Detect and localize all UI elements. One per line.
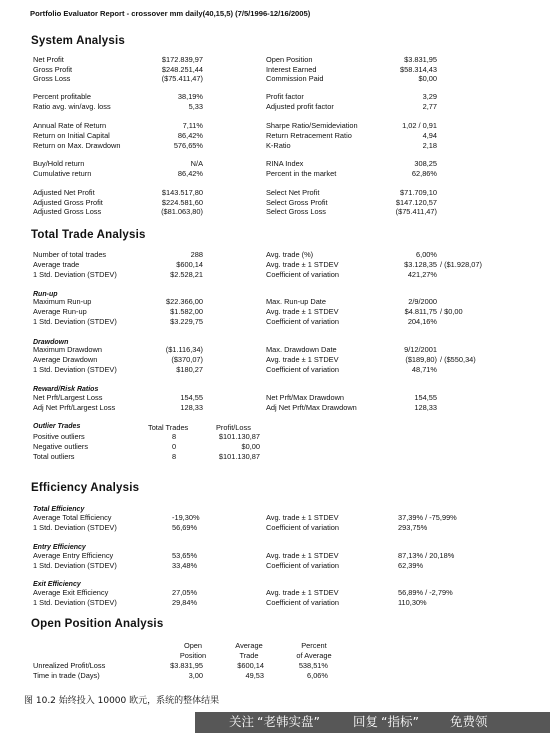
drawdown-metric-value-secondary: / ($550,34) <box>440 355 476 364</box>
open-position-average-value: 49,53 <box>245 671 264 680</box>
watermark-prefix: 关注 <box>229 714 255 729</box>
system-metric-label: Select Gross Loss <box>266 207 326 216</box>
total-efficiency-metric-label: 1 Std. Deviation (STDEV) <box>33 523 117 532</box>
drawdown-metric-label: Average Drawdown <box>33 355 98 364</box>
system-metric-value: $3.831,95 <box>404 55 437 64</box>
subhead-entry-efficiency: Entry Efficiency <box>33 544 86 551</box>
system-metric-label: Return on Max. Drawdown <box>33 141 121 150</box>
subhead-reward-risk: Reward/Risk Ratios <box>33 386 99 393</box>
system-metric-value: 1,02 / 0,91 <box>402 121 437 130</box>
drawdown-metric-label: 1 Std. Deviation (STDEV) <box>33 365 117 374</box>
subhead-drawdown: Drawdown <box>33 339 69 346</box>
system-metric-value: 86,42% <box>177 169 203 178</box>
open-position-average-value: $600,14 <box>237 661 264 670</box>
total-efficiency-metric-value: 56,69% <box>172 523 198 532</box>
subhead-runup: Run-up <box>33 291 58 298</box>
system-metric-value: $172.839,97 <box>161 55 203 64</box>
exit-efficiency-metric-label: 1 Std. Deviation (STDEV) <box>33 598 117 607</box>
runup-metric-label: Coefficient of variation <box>266 317 339 326</box>
drawdown-metric-value: ($370,07) <box>171 355 203 364</box>
system-metric-value: 38,19% <box>177 92 203 101</box>
system-metric-value: 308,25 <box>414 159 437 168</box>
system-metric-value: ($75.411,47) <box>161 74 203 83</box>
system-metric-value: 5,33 <box>188 102 203 111</box>
system-metric-value: $0,00 <box>418 74 437 83</box>
system-metric-label: K-Ratio <box>266 141 291 150</box>
section-title-efficiency-analysis: Efficiency Analysis <box>31 482 140 494</box>
trade-metric-value-secondary: / ($1.928,07) <box>440 260 482 269</box>
outlier-label: Negative outliers <box>33 442 89 451</box>
system-metric-label: Interest Earned <box>266 65 317 74</box>
runup-metric-label: Max. Run-up Date <box>266 297 326 306</box>
open-position-percent-value: 6,06% <box>307 671 328 680</box>
open-col-average: Average <box>235 641 263 650</box>
system-metric-value: $147.120,57 <box>395 198 437 207</box>
total-efficiency-metric-value: 293,75% <box>398 523 428 532</box>
total-efficiency-metric-label: Avg. trade ± 1 STDEV <box>266 513 339 522</box>
system-metric-value: $248.251,44 <box>161 65 203 74</box>
system-metric-label: RINA Index <box>266 159 304 168</box>
drawdown-metric-value: ($1.116,34) <box>165 345 203 354</box>
exit-efficiency-metric-value: 110,30% <box>398 598 427 607</box>
system-metric-label: Sharpe Ratio/Semideviation <box>266 121 358 130</box>
open-col-position: Position <box>179 651 207 660</box>
reward-risk-metric-value: 128,33 <box>180 403 203 412</box>
entry-efficiency-metric-label: 1 Std. Deviation (STDEV) <box>33 561 117 570</box>
total-efficiency-metric-label: Coefficient of variation <box>266 523 339 532</box>
outlier-col-profit-loss: Profit/Loss <box>216 423 251 432</box>
trade-metric-value: $600,14 <box>176 260 203 269</box>
system-metric-label: Select Gross Profit <box>266 198 328 207</box>
system-metric-value: 2,18 <box>422 141 437 150</box>
exit-efficiency-metric-value: 56,89% / -2,79% <box>398 588 453 597</box>
trade-metric-value: 421,27% <box>407 270 437 279</box>
entry-efficiency-metric-value: 87,13% / 20,18% <box>398 551 455 560</box>
system-metric-label: Profit factor <box>266 92 304 101</box>
system-metric-label: Cumulative return <box>33 169 92 178</box>
open-position-label: Time in trade (Days) <box>33 671 100 680</box>
exit-efficiency-metric-label: Avg. trade ± 1 STDEV <box>266 588 339 597</box>
outlier-count: 8 <box>172 432 177 441</box>
open-position-open-value: $3.831,95 <box>170 661 203 670</box>
reward-risk-metric-label: Net Prft/Max Drawdown <box>266 393 345 402</box>
system-metric-value: 7,11% <box>182 121 203 130</box>
entry-efficiency-metric-value: 33,48% <box>172 561 198 570</box>
runup-metric-label: Maximum Run-up <box>33 297 92 306</box>
system-metric-value: ($81.063,80) <box>161 207 203 216</box>
runup-metric-label: Avg. trade ± 1 STDEV <box>266 307 339 316</box>
system-metric-value: 4,94 <box>422 131 437 140</box>
system-metric-value: 86,42% <box>177 131 203 140</box>
trade-metric-value: $3.128,35 <box>404 260 437 269</box>
entry-efficiency-metric-label: Coefficient of variation <box>266 561 339 570</box>
system-metric-value: 3,29 <box>422 92 437 101</box>
drawdown-metric-value: 9/12/2001 <box>404 345 437 354</box>
runup-metric-label: Average Run-up <box>33 307 87 316</box>
system-metric-label: Commission Paid <box>266 74 324 83</box>
subhead-total-efficiency: Total Efficiency <box>33 506 85 513</box>
total-efficiency-metric-label: Average Total Efficiency <box>33 513 112 522</box>
trade-metric-label: Coefficient of variation <box>266 270 339 279</box>
watermark-keyword: “指标” <box>381 714 419 729</box>
report-header: Portfolio Evaluator Report - crossover mm daily(40,15,5) (7/5/1996-12/16/2005) <box>30 9 311 18</box>
exit-efficiency-metric-label: Average Exit Efficiency <box>33 588 109 597</box>
runup-metric-value: $4.811,75 <box>404 307 437 316</box>
system-metric-label: Adjusted Gross Loss <box>33 207 102 216</box>
open-col-of-average: of Average <box>296 651 332 660</box>
system-metric-label: Annual Rate of Return <box>33 121 107 130</box>
drawdown-metric-label: Coefficient of variation <box>266 365 339 374</box>
open-col-trade: Trade <box>239 651 259 660</box>
figure-caption: 图 10.2 始终投入 10000 欧元，系统的整体结果 <box>24 696 220 706</box>
system-metric-label: Gross Profit <box>33 65 73 74</box>
entry-efficiency-metric-value: 53,65% <box>172 551 198 560</box>
runup-metric-value: $1.582,00 <box>170 307 203 316</box>
runup-metric-value: $3.229,75 <box>170 317 203 326</box>
exit-efficiency-metric-value: 27,05% <box>172 588 198 597</box>
system-metric-label: Select Net Profit <box>266 188 320 197</box>
open-col-open: Open <box>183 641 203 650</box>
reward-risk-metric-value: 128,33 <box>414 403 437 412</box>
system-metric-label: Ratio avg. win/avg. loss <box>33 102 111 111</box>
reward-risk-metric-value: 154,55 <box>414 393 437 402</box>
trade-metric-value: 6,00% <box>416 250 437 259</box>
trade-metric-label: 1 Std. Deviation (STDEV) <box>33 270 117 279</box>
reward-risk-metric-label: Adj Net Prft/Max Drawdown <box>266 403 357 412</box>
system-metric-label: Adjusted Net Profit <box>33 188 95 197</box>
drawdown-metric-value: ($189,80) <box>405 355 437 364</box>
open-position-open-value: 3,00 <box>188 671 203 680</box>
open-position-percent-value: 538,51% <box>298 661 328 670</box>
system-metric-label: Open Position <box>266 55 313 64</box>
watermark-account: “老韩实盘” <box>257 714 320 729</box>
system-metric-value: ($75.411,47) <box>395 207 437 216</box>
trade-metric-label: Avg. trade (%) <box>266 250 314 259</box>
drawdown-metric-label: Avg. trade ± 1 STDEV <box>266 355 339 364</box>
drawdown-metric-value: $180,27 <box>176 365 203 374</box>
outlier-profit-loss: $0,00 <box>241 442 260 451</box>
outlier-count: 8 <box>172 452 177 461</box>
drawdown-metric-label: Max. Drawdown Date <box>266 345 337 354</box>
system-metric-label: Return Retracement Ratio <box>266 131 352 140</box>
outlier-label: Total outliers <box>33 452 75 461</box>
system-metric-label: Percent profitable <box>33 92 91 101</box>
section-title-open-position-analysis: Open Position Analysis <box>31 618 164 630</box>
entry-efficiency-metric-label: Average Entry Efficiency <box>33 551 114 560</box>
system-metric-value: $58.314,43 <box>400 65 437 74</box>
reward-risk-metric-label: Net Prft/Largest Loss <box>33 393 103 402</box>
trade-metric-value: 288 <box>190 250 203 259</box>
section-title-total-trade-analysis: Total Trade Analysis <box>31 229 146 241</box>
drawdown-metric-value: 48,71% <box>411 365 437 374</box>
entry-efficiency-metric-label: Avg. trade ± 1 STDEV <box>266 551 339 560</box>
system-metric-label: Gross Loss <box>33 74 71 83</box>
section-title-system-analysis: System Analysis <box>31 35 125 47</box>
system-metric-value: 2,77 <box>422 102 437 111</box>
system-metric-label: Return on Initial Capital <box>33 131 110 140</box>
runup-metric-label: 1 Std. Deviation (STDEV) <box>33 317 117 326</box>
system-metric-label: Net Profit <box>33 55 64 64</box>
runup-metric-value: 2/9/2000 <box>408 297 437 306</box>
runup-metric-value: $22.366,00 <box>166 297 203 306</box>
runup-metric-value-secondary: / $0,00 <box>440 307 463 316</box>
trade-metric-label: Average trade <box>33 260 80 269</box>
reward-risk-metric-value: 154,55 <box>180 393 203 402</box>
outlier-count: 0 <box>172 442 177 451</box>
outlier-col-total-trades: Total Trades <box>148 423 189 432</box>
system-metric-value: $143.517,80 <box>161 188 203 197</box>
watermark-suffix: 免费领 <box>450 714 488 729</box>
open-position-label: Unrealized Profit/Loss <box>33 661 106 670</box>
system-metric-value: $71.709,10 <box>400 188 437 197</box>
runup-metric-value: 204,16% <box>407 317 437 326</box>
system-metric-label: Adjusted Gross Profit <box>33 198 103 207</box>
trade-metric-label: Avg. trade ± 1 STDEV <box>266 260 339 269</box>
watermark-reply: 回复 <box>353 714 379 729</box>
system-metric-label: Buy/Hold return <box>33 159 85 168</box>
outlier-profit-loss: $101.130,87 <box>218 432 260 441</box>
outlier-label: Positive outliers <box>33 432 85 441</box>
open-col-percent: Percent <box>301 641 327 650</box>
entry-efficiency-metric-value: 62,39% <box>398 561 424 570</box>
exit-efficiency-metric-value: 29,84% <box>172 598 198 607</box>
trade-metric-value: $2.528,21 <box>170 270 203 279</box>
system-metric-value: 576,65% <box>173 141 203 150</box>
total-efficiency-metric-value: -19,30% <box>172 513 200 522</box>
subhead-exit-efficiency: Exit Efficiency <box>33 581 81 588</box>
system-metric-value: N/A <box>190 159 203 168</box>
system-metric-value: $224.581,60 <box>161 198 203 207</box>
system-metric-label: Percent in the market <box>266 169 337 178</box>
drawdown-metric-label: Maximum Drawdown <box>33 345 102 354</box>
system-metric-label: Adjusted profit factor <box>266 102 334 111</box>
reward-risk-metric-label: Adj Net Prft/Largest Loss <box>33 403 116 412</box>
trade-metric-label: Number of total trades <box>33 250 107 259</box>
total-efficiency-metric-value: 37,39% / -75,99% <box>398 513 457 522</box>
watermark-banner <box>195 712 550 733</box>
exit-efficiency-metric-label: Coefficient of variation <box>266 598 339 607</box>
outlier-profit-loss: $101.130,87 <box>218 452 260 461</box>
system-metric-value: 62,86% <box>411 169 437 178</box>
subhead-outlier-trades: Outlier Trades <box>33 423 81 430</box>
